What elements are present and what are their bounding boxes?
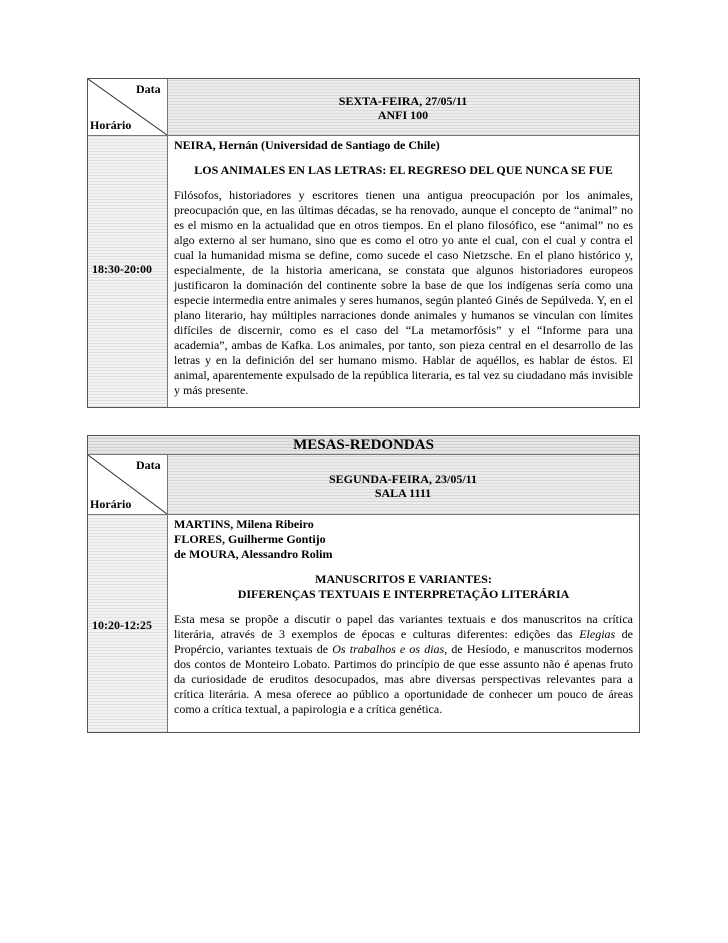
session-table-2 (87, 435, 640, 733)
room-label: ANFI 100 (377, 108, 429, 122)
speaker-name: de MOURA, Alessandro Rolim (174, 547, 333, 561)
time-cell (88, 515, 168, 732)
corner-horario-label: Horário (90, 497, 132, 511)
header-row (88, 79, 639, 136)
session-content (174, 517, 633, 717)
room-label: SALA 1111 (374, 486, 432, 500)
corner-cell (88, 79, 168, 135)
session-row (88, 515, 639, 732)
day-label: SEXTA-FEIRA, 27/05/11 (338, 94, 468, 108)
day-header (167, 455, 639, 514)
day-header (167, 79, 639, 135)
speaker-name: FLORES, Guilherme Gontijo (174, 532, 326, 546)
section-title: MESAS-REDONDAS (88, 436, 639, 455)
corner-data-label: Data (136, 458, 161, 472)
corner-data-label: Data (136, 82, 161, 96)
session-table-1 (87, 78, 640, 408)
abstract-text: de Propércio, variantes textuais de (174, 627, 634, 656)
abstract-emphasis: Elegias (579, 627, 616, 641)
corner-horario-label: Horário (90, 118, 132, 132)
talk-title-line1: MANUSCRITOS E VARIANTES: (315, 572, 492, 586)
speaker-name: MARTINS, Milena Ribeiro (174, 517, 314, 531)
header-row (88, 455, 639, 515)
time-label: 10:20-12:25 (92, 618, 152, 632)
abstract-text: , de Hesíodo, e manuscritos modernos dos contos de Monteiro Lobato. Partimos do princípio de que esse assunto não é apenas fruto da curiosidade de eruditos desocupados, mas abre diversas perspectivas relevantes para a crítica literária. A mesa oferece ao público a oportunidade de conhecer um pouco de áreas como a crítica textual, a papirologia e a crítica genética. (174, 642, 633, 716)
session-content (174, 138, 633, 398)
abstract-text: Esta mesa se propõe a discutir o papel das variantes textuais e dos manuscritos na crítica literária, através de 3 exemplos de épocas e culturas diferentes: edições das (174, 612, 633, 641)
day-label: SEGUNDA-FEIRA, 23/05/11 (328, 472, 477, 486)
talk-title-line2: DIFERENÇAS TEXTUAIS E INTERPRETAÇÃO LITERÁRIA (237, 587, 570, 601)
abstract-emphasis: Os trabalhos e os dias (332, 642, 445, 656)
talk-abstract: Filósofos, historiadores y escritores tienen una antigua preocupación por los animales, preocupación que, en las últimas décadas, se ha renovado, aunque el concepto de “animal” no es el mismo en la actualidad que en otros tiempos. En el plano filosófico, ese “animal” no es algo externo al ser humano, sino que es como el otro yo ante el cual, con el cual y contra el cual la humanidad misma se define, como sucede el caso Nietzsche. En el plano histórico y, especialmente, de la historia americana, se constata que algunos historiadores europeos justificaron la dominación del continente sobre la base de que los indígenas sería como una especie intermedia entre animales y seres humanos, según planteó Ginés de Sepúlveda. Y, en el plano literario, hay múltiples narraciones donde animales y humanos se vinculan con límites difíciles de discernir, como es el caso del “La metamorfósis” y el “Informe para una academia”, ambas de Kafka. Los animales, por tanto, son pieza central en el desarrollo de las letras y en la definición del ser humano mismo. Hablar de aquéllos, es hablar de éstos. El animal, aparentemente expulsado de la república literaria, es tal vez su ciudadano más invisible y más presente. (174, 188, 633, 397)
session-row (88, 136, 639, 407)
time-label: 18:30-20:00 (92, 262, 152, 276)
time-cell (88, 136, 168, 407)
talk-abstract (174, 612, 633, 717)
corner-cell (88, 455, 168, 514)
talk-title: LOS ANIMALES EN LAS LETRAS: EL REGRESO DEL QUE NUNCA SE FUE (194, 163, 613, 177)
speaker-name: NEIRA, Hernán (Universidad de Santiago de Chile) (174, 138, 440, 152)
